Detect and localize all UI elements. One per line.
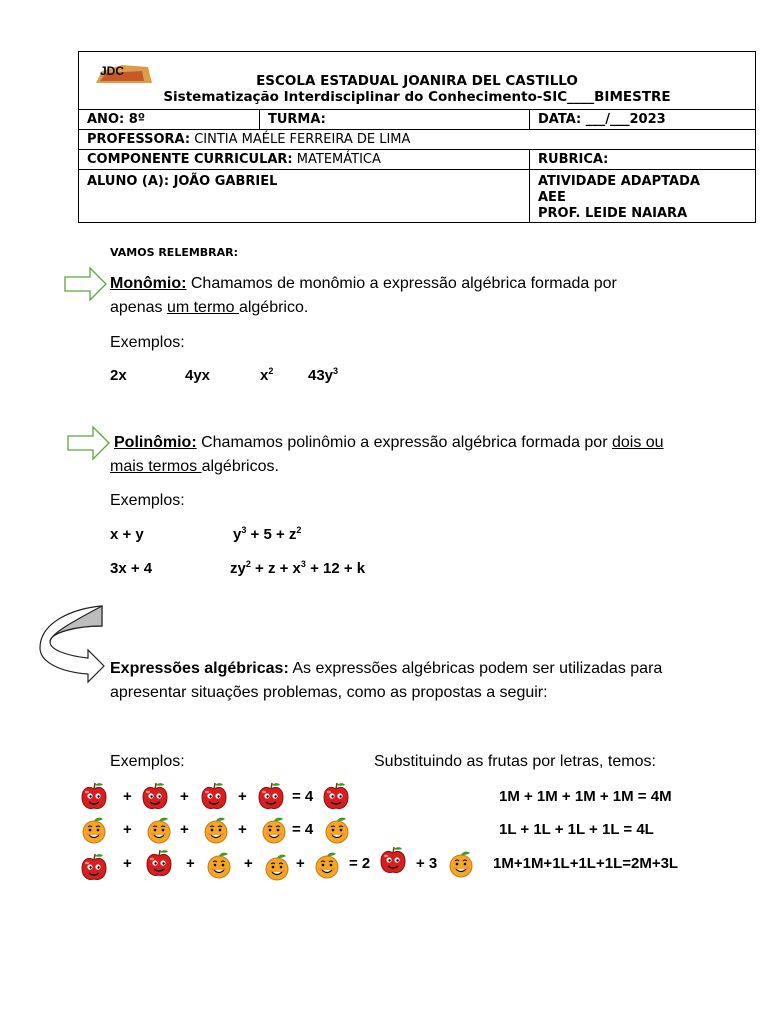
plus-sign: +	[123, 821, 132, 838]
header-row-ano	[79, 109, 755, 129]
header-row-aluno	[79, 169, 755, 222]
rubrica-cell: RUBRICA:	[538, 152, 609, 167]
apple-icon	[200, 781, 228, 811]
professora-label: PROFESSORA:	[87, 132, 191, 147]
plus-sign: +	[123, 788, 132, 805]
mono-ex-1: 2x	[110, 367, 127, 384]
monomio-title: Monômio:	[110, 275, 187, 292]
polinomio-title: Polinômio:	[114, 434, 197, 451]
data-cell: DATA: ___/___2023	[538, 112, 666, 127]
atividade-line3: PROF. LEIDE NAIARA	[538, 206, 688, 221]
orange-icon	[313, 850, 341, 880]
arrow-right-icon-2	[67, 425, 111, 461]
program-name: Sistematização Interdisciplinar do Conhecimento-SIC____BIMESTRE	[163, 89, 671, 105]
plus-sign: +	[238, 788, 247, 805]
atividade-cell	[530, 170, 755, 222]
orange-icon	[145, 815, 173, 845]
logo-text: JDC	[100, 64, 125, 78]
professora-value: CINTIA MAÉLE FERREIRA DE LIMA	[190, 132, 411, 147]
apple-icon	[80, 852, 108, 882]
monomio-text1: Chamamos de monômio a expressão algébrica formada por	[186, 275, 617, 292]
poly-ex-2: $y^3 + 5 + z^2$	[233, 525, 302, 543]
polinomio-text1: Chamamos polinômio a expressão algébrica formada por	[196, 434, 612, 451]
professora-cell	[79, 130, 755, 149]
mono-ex-2: 4yx	[185, 367, 211, 384]
school-heading	[79, 73, 755, 105]
expressoes-text2: apresentar situações problemas, como as propostas a seguir:	[110, 684, 548, 701]
monomio-text2c: algébrico.	[238, 299, 309, 316]
polinomio-text2: algébricos.	[201, 458, 279, 475]
plus-sign: +	[180, 821, 189, 838]
atividade-line2: AEE	[538, 190, 566, 205]
aluno-cell: ALUNO (A): JOÃO GABRIEL	[79, 170, 530, 222]
monomio-text2a: apenas	[110, 299, 167, 316]
equals-2: = 2	[349, 855, 371, 872]
header-title-row	[79, 52, 755, 109]
orange-icon	[205, 850, 233, 880]
polinomio-text2u: mais termos	[110, 458, 202, 475]
apple-icon	[145, 848, 173, 878]
monomio-text2b: um termo	[166, 299, 239, 316]
orange-icon	[323, 815, 351, 845]
exemplos-label-2: Exemplos:	[110, 492, 185, 509]
poly-ex-1: x + y	[110, 526, 144, 543]
apple-icon	[322, 781, 350, 811]
plus-sign: +	[244, 855, 253, 872]
mono-ex-4: $43y^3$	[308, 366, 339, 384]
apple-icon	[80, 781, 108, 811]
apple-icon	[379, 845, 407, 875]
orange-icon	[80, 815, 108, 845]
componente-label: COMPONENTE CURRICULAR:	[87, 152, 293, 167]
componente-value: MATEMÁTICA	[292, 152, 381, 167]
header-table	[78, 51, 756, 223]
plus-sign: +	[186, 855, 195, 872]
atividade-line1: ATIVIDADE ADAPTADA	[538, 174, 700, 189]
arrow-right-icon	[64, 266, 108, 302]
plus-sign: +	[123, 855, 132, 872]
result-row-3: 1M+1M+1L+1L+1L=2M+3L	[493, 855, 679, 872]
plus-sign: +	[238, 821, 247, 838]
orange-icon	[447, 849, 475, 879]
equals-4-oranges: = 4	[292, 821, 314, 838]
polinomio-text1u: dois ou	[611, 434, 664, 451]
orange-icon	[202, 815, 230, 845]
relembrar-heading: VAMOS RELEMBRAR:	[110, 246, 239, 259]
expressoes-paragraph	[110, 657, 760, 705]
curved-arrow-icon	[38, 600, 108, 686]
orange-icon	[263, 852, 291, 882]
result-row-1: 1M + 1M + 1M + 1M = 4M	[499, 788, 672, 805]
turma-cell: TURMA:	[260, 110, 530, 129]
header-row-componente	[79, 149, 755, 169]
exemplos-label-1: Exemplos:	[110, 334, 185, 351]
result-row-2: 1L + 1L + 1L + 1L = 4L	[499, 821, 654, 838]
substituindo-text: Substituindo as frutas por letras, temos:	[374, 753, 656, 770]
poly-ex-3: 3x + 4	[110, 560, 153, 577]
componente-cell	[79, 150, 530, 169]
expressoes-text1: As expressões algébricas podem ser utilizadas para	[288, 660, 663, 677]
plus-3: + 3	[416, 855, 438, 872]
school-name: ESCOLA ESTADUAL JOANIRA DEL CASTILLO	[256, 73, 578, 89]
equals-4-apples: = 4	[292, 788, 314, 805]
header-row-professora	[79, 129, 755, 149]
ano-cell: ANO: 8º	[79, 110, 260, 129]
apple-icon	[141, 781, 169, 811]
mono-ex-3: $x^2$	[260, 366, 274, 384]
apple-icon	[257, 781, 285, 811]
plus-sign: +	[180, 788, 189, 805]
polinomio-paragraph	[110, 431, 760, 479]
monomio-paragraph	[110, 272, 750, 320]
orange-icon	[260, 815, 288, 845]
expressoes-title: Expressões algébricas:	[110, 660, 289, 677]
exemplos-label-3: Exemplos:	[110, 753, 185, 770]
plus-sign: +	[296, 855, 305, 872]
poly-ex-4: $zy^2 + z + x^3 + 12 + k$	[230, 559, 366, 577]
